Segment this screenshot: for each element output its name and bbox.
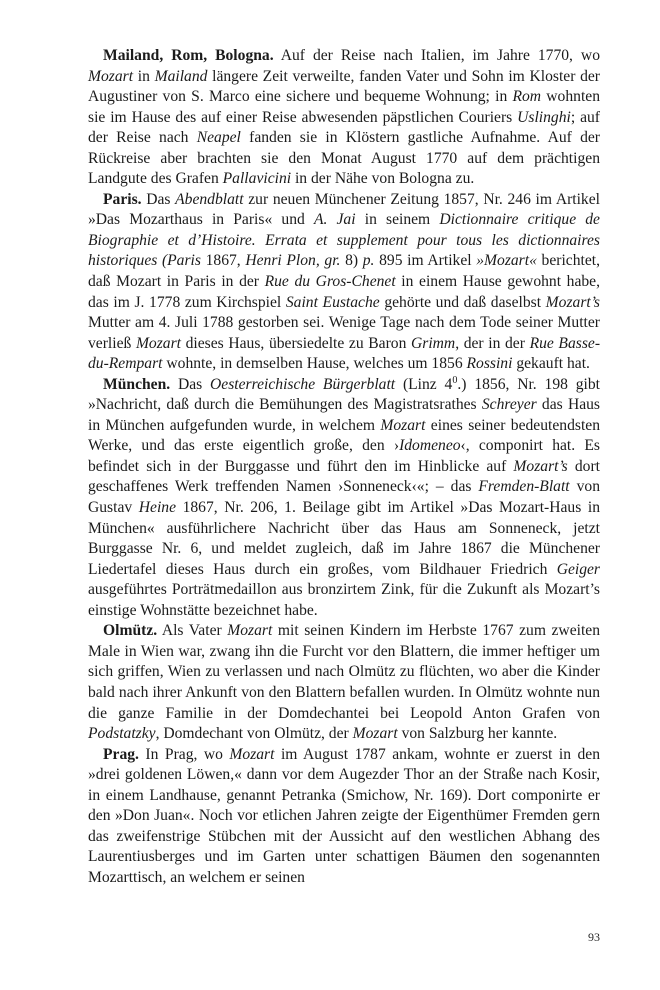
italic-text: A. Jai [313, 211, 356, 229]
text-run: längere Zeit verweilte, fanden Vater und Sohn im Kloster der Augustiner von S. Marco eine sichere und bequeme Wohnung; in [88, 67, 600, 106]
italic-text: Pallavicini [222, 170, 292, 188]
paragraph-heading: Olmütz. [103, 622, 158, 640]
text-run: ; auf der Reise nach [88, 108, 600, 147]
italic-text: Mozart [380, 416, 426, 434]
text-run: in der Nähe von Bologna zu. [291, 170, 475, 188]
text-run: Auf der Reise nach Italien, im Jahre 1770, wo [273, 47, 600, 64]
italic-text: Uslinghi [517, 108, 571, 126]
italic-text: Schreyer [481, 396, 537, 414]
text-run: zur neuen Münchener Zeitung 1857, Nr. 246 im Artikel »Das Mozarthaus in Paris« und [88, 190, 600, 229]
text-run: in einem Hause gewohnt habe, das im J. 1778 zum Kirchspiel [88, 273, 600, 311]
text-run: 895 im Artikel [374, 252, 477, 270]
text-run: 1867, [200, 252, 246, 270]
text-run: In Prag, wo [138, 745, 230, 763]
text-run: wohnte, in demselben Hause, welches um 1856 [162, 355, 467, 373]
italic-text: Mozart [88, 67, 134, 85]
italic-text: Podstatzky [88, 725, 156, 743]
text-run: berichtet, daß Mozart in Paris in der [88, 252, 600, 291]
italic-text: Geiger [556, 560, 600, 578]
paragraph [88, 375, 600, 622]
text-run: (Linz 4 [395, 375, 453, 393]
italic-text: Neapel [196, 129, 241, 147]
italic-text: »Mozart« [476, 252, 537, 270]
italic-text: Idomeneo [399, 437, 461, 455]
text-run: gehörte und daß daselbst [379, 293, 546, 311]
italic-text: Dictionnaire critique de Biographie et d’Histoire. Errata et supplement pour tous les dictionnaires historiques (Paris [88, 211, 600, 270]
italic-text: Oesterreichische Bürgerblatt [210, 375, 396, 393]
italic-text: Saint Eustache [285, 293, 380, 311]
text-run: fanden sie in Klöstern gastliche Aufnahme. Auf der Rückreise aber brachten sie den Monat August 1770 auf dem prächtigen Landgute des Grafen [88, 129, 600, 188]
italic-text: Fremden-Blatt [478, 478, 570, 496]
italic-text: Heine [138, 499, 176, 517]
italic-text: Grimm [411, 334, 456, 352]
text-run: gekauft hat. [512, 355, 590, 373]
italic-text: Henri Plon, gr. [245, 252, 341, 270]
text-run: von Salzburg her kannte. [397, 725, 558, 743]
text-run: Als Vater [157, 622, 228, 640]
text-run: im August 1787 ankam, wohnte er zuerst in den »drei goldenen Löwen,« dann vor dem Augezder Thor an der Straße nach Kosir, in einem Landhause, genannt Petranka (Smichow, Nr. 169). Dort componirte er den »Don Juan«. Noch vor etlichen Jahren zeigte der Eigenthümer Fremden gern das zweifenstrige Stübchen mit der Aussicht auf den westlichen Abhang des Laurentiusberges und im Garten unter schattigen Bäumen den sogenannten Mozarttisch, an welchem er seinen [88, 745, 600, 886]
italic-text: Mozart [227, 622, 273, 640]
text-run: 1867, Nr. 206, 1. Beilage gibt im Artikel »Das Mozart-Haus in München« ausführlichere Nachricht über das Haus am Sonneneck, jetzt Burggasse Nr. 6, und meldet zugleich, daß im Jahre 1867 die Münchener Liedertafel dieses Haus durch ein großes, vom Bildhauer Friedrich [88, 499, 600, 578]
italic-text: Mozart [352, 725, 398, 743]
text-run: wohnten sie im Hause des auf einer Reise abwesenden päpstlichen Couriers [88, 88, 600, 126]
italic-text: Rom [512, 88, 542, 106]
italic-text: Rossini [466, 355, 513, 373]
text-run: Mutter am 4. Juli 1788 gestorben sei. Wenige Tage nach dem Tode seiner Mutter verließ [88, 314, 600, 352]
italic-text: Mozart’s [513, 457, 568, 475]
paragraph-heading: München. [103, 375, 171, 393]
italic-text: Mozart [229, 745, 275, 763]
text-run: Das [141, 190, 176, 208]
text-run: ‹, componirt hat. Es befindet sich in der Burggasse und führt den im Hinblicke auf [88, 437, 600, 475]
text-run: das Haus in München aufgefunden wurde, in welchem [88, 396, 600, 434]
paragraph-heading: Paris. [103, 190, 142, 208]
paragraph [88, 621, 600, 744]
text-run: .) 1856, Nr. 198 gibt »Nachricht, daß durch die Bemühungen des Magistratsrathes [88, 375, 600, 414]
text-run: in seinem [355, 211, 440, 229]
superscript: 0 [452, 374, 458, 386]
paragraph [88, 745, 600, 889]
text-run: 8) [340, 252, 363, 270]
paragraph-heading: Mailand, Rom, Bologna. [103, 47, 274, 64]
page-number: 93 [588, 930, 600, 944]
page-body [88, 46, 600, 888]
text-run: Das [170, 375, 211, 393]
text-run: , der in der [455, 334, 530, 352]
italic-text: p. [362, 252, 375, 270]
text-run: , Domdechant von Olmütz, der [155, 725, 353, 743]
italic-text: Mozart [135, 334, 181, 352]
italic-text: Rue du Gros-Chenet [264, 273, 396, 291]
text-run: von Gustav [88, 478, 600, 517]
text-run: mit seinen Kindern im Herbste 1767 zum zweiten Male in Wien war, zwang ihn die Furcht vor den Blattern, die immer heftiger um sich griffen, Wien zu verlassen und nach Olmütz zu flüchten, wo aber die Kinder bald nach ihrer Ankunft von den Blattern befallen wurden. In Olmütz wohnte nun die ganze Familie in der Domdechantei bei Leopold Anton Grafen von [88, 622, 600, 722]
italic-text: Mailand [154, 67, 208, 85]
text-run: in [133, 67, 155, 85]
text-run: dort geschaffenes Werk treffenden Namen ›Sonneneck‹«; – das [88, 457, 600, 496]
paragraph-heading: Prag. [103, 745, 139, 763]
paragraph [88, 46, 600, 190]
text-run: dieses Haus, übersiedelte zu Baron [181, 334, 411, 352]
italic-text: Abendblatt [175, 190, 244, 208]
paragraph [88, 190, 600, 375]
text-run: eines seiner bedeutendsten Werke, und das erste eigentlich große, den › [88, 416, 600, 455]
italic-text: Mozart’s [545, 293, 600, 311]
text-run: ausgeführtes Porträtmedaillon aus bronzirtem Zink, für die Zukunft als Mozart’s einstige Wohnstätte bezeichnet habe. [88, 581, 600, 619]
italic-text: Rue Basse-du-Rempart [88, 334, 601, 373]
